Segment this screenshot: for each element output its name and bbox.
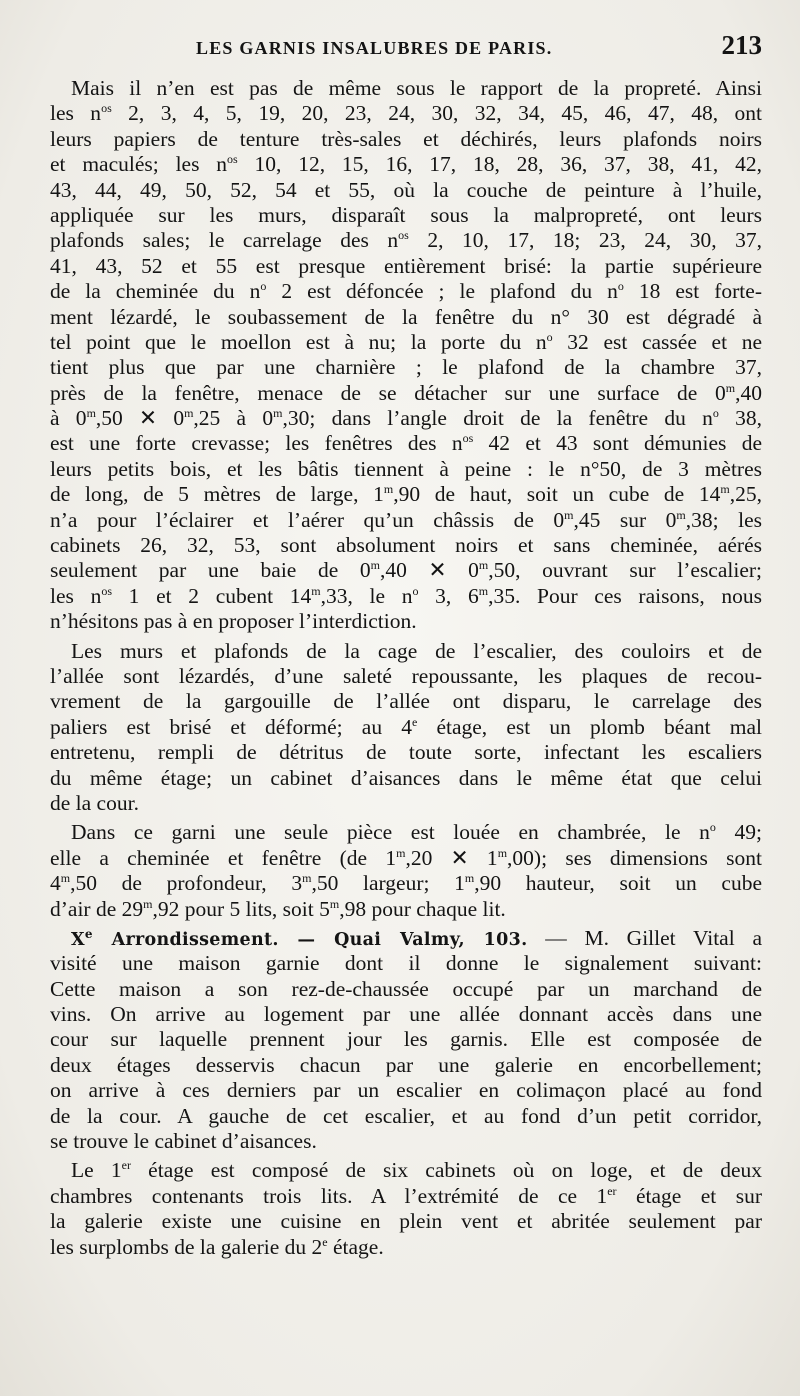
inspector-text: — M. Gillet Vital a — [527, 925, 762, 950]
text-line: de la cour. — [50, 790, 139, 815]
text-line: à 0$^m$,50 ✕ 0$^m$,25 à 0$^m$,30; dans l’angle droit de la fenêtre du $n^o$ 38, — [50, 405, 763, 431]
text-line: et maculés; les $n^{os}$ 10, 12, 15, 16, 17, 18, 28, 36, 37, 38, 41, 42, — [50, 152, 762, 177]
text-line: seulement par une baie de 0$^m$,40 ✕ 0$^m$,50, ouvrant sur l’escalier; — [50, 558, 763, 583]
text-line: Les murs et plafonds de la cage de l’escalier, des couloirs et de — [71, 638, 762, 663]
text-line: Le 1er étage est composé de six cabinets où on loge, et de deux — [71, 1158, 762, 1183]
text-line: du même étage; un cabinet d’aisances dans le même état que celui — [50, 765, 762, 790]
text-line: vrement de la gargouille de l’allée ont disparu, le carrelage des — [50, 689, 762, 714]
text-line: plafonds sales; le carrelage des $n^{os}$ 2, 10, 17, 18; 23, 24, 30, 37, — [50, 228, 762, 253]
text-line: près de la fenêtre, menace de se détacher sur une surface de 0$^m$,40 — [50, 380, 762, 405]
text-line: les surplombs de la galerie du 2e étage. — [50, 1234, 384, 1259]
text-line: tel point que le moellon est à nu; la porte du $n^o$ 32 est cassée et ne — [50, 329, 762, 354]
text-line: Mais il n’en est pas de même sous le rapport de la propreté. Ainsi — [71, 76, 762, 100]
text-line: les $n^{os}$ 2, 3, 4, 5, 19, 20, 23, 24, 30, 32, 34, 45, 46, 47, 48, ont — [50, 101, 762, 126]
text-line: de la cheminée du $n^o$ 2 est défoncée ; le plafond du $n^o$ 18 est forte- — [50, 278, 762, 304]
text-line: ment lézardé, le soubassement de la fenêtre du n° 30 est dégradé à — [50, 304, 762, 329]
text-line: appliquée sur les murs, disparaît sous la malpropreté, ont leurs — [50, 202, 762, 227]
text-line: Dans ce garni une seule pièce est louée en chambrée, le $n^o$ 49; — [71, 820, 762, 845]
arrondissement-label: Xe Arrondissement. — Quai Valmy, 103. — [71, 927, 528, 950]
text-line: deux étages desservis chacun par une galerie en encorbellement; — [50, 1052, 762, 1077]
text-line: d’air de 29$^m$,92 pour 5 lits, soit 5$^m$,98 pour chaque lit. — [50, 896, 506, 921]
text-line: de la cour. A gauche de cet escalier, et au fond d’un petit corridor, — [50, 1103, 762, 1128]
text-line: la galerie existe une cuisine en plein vent et abritée seulement par — [50, 1209, 762, 1234]
body-text — [50, 76, 762, 1260]
text-line: l’allée sont lézardés, d’une saleté repoussante, les plaques de recou- — [50, 663, 762, 688]
text-line: 4$^m$,50 de profondeur, 3$^m$,50 largeur; 1$^m$,90 hauteur, soit un cube — [50, 870, 762, 896]
text-line: visité une maison garnie dont il donne le signalement suivant: — [50, 951, 762, 976]
text-line: cour sur laquelle prennent jour les garnis. Elle est composée de — [50, 1027, 762, 1052]
text-line: 43, 44, 49, 50, 52, 54 et 55, où la couche de peinture à l’huile, — [50, 177, 762, 202]
text-line: chambres contenants trois lits. A l’extrémité de ce 1er étage et sur — [50, 1183, 762, 1208]
page-number: 213 — [721, 30, 762, 60]
text-line: de long, de 5 mètres de large, 1$^m$,90 de haut, soit un cube de 14$^m$,25, — [50, 482, 762, 507]
text-line: n’hésitons pas à en proposer l’interdiction. — [50, 609, 417, 634]
text-line: vins. On arrive au logement par une allée donnant accès dans une — [50, 1002, 762, 1027]
running-title: LES GARNIS INSALUBRES DE PARIS. — [196, 38, 553, 58]
text-line: n’a pour l’éclairer et l’aérer qu’un châssis de 0$^m$,45 sur 0$^m$,38; les — [50, 507, 762, 532]
text-line: leurs petits bois, et les bâtis tiennent à peine : le n°50, de 3 mètres — [50, 456, 762, 481]
page-header — [50, 28, 762, 68]
text-line: entretenu, rempli de détritus de toute sorte, infectant les escaliers — [50, 740, 762, 765]
section-heading-line — [50, 926, 762, 951]
text-line: les $n^{os}$ 1 et 2 cubent 14$^m$,33, le $n^o$ 3, 6$^m$,35. Pour ces raisons, nous — [50, 583, 763, 608]
text-line: paliers est brisé et déformé; au 4e étage, est un plomb béant mal — [50, 714, 762, 739]
text-line: Cette maison a son rez-de-chaussée occupé par un marchand de — [50, 976, 762, 1001]
text-line: 41, 43, 52 et 55 est presque entièrement brisé: la partie supérieure — [50, 253, 762, 278]
text-line: est une forte crevasse; les fenêtres des $n^{os}$ 42 et 43 sont démunies de — [50, 431, 762, 456]
text-line: tient plus que par une charnière ; le plafond de la chambre 37, — [50, 355, 762, 380]
text-line: cabinets 26, 32, 53, sont absolument noirs et sans cheminée, aérés — [50, 533, 762, 558]
text-line: leurs papiers de tenture très-sales et déchirés, leurs plafonds noirs — [50, 126, 762, 151]
text-line: on arrive à ces derniers par un escalier en colimaçon placé au fond — [50, 1078, 762, 1103]
text-line: se trouve le cabinet d’aisances. — [50, 1129, 317, 1154]
text-line: elle a cheminée et fenêtre (de 1$^m$,20 ✕ 1$^m$,00); ses dimensions sont — [50, 845, 762, 870]
